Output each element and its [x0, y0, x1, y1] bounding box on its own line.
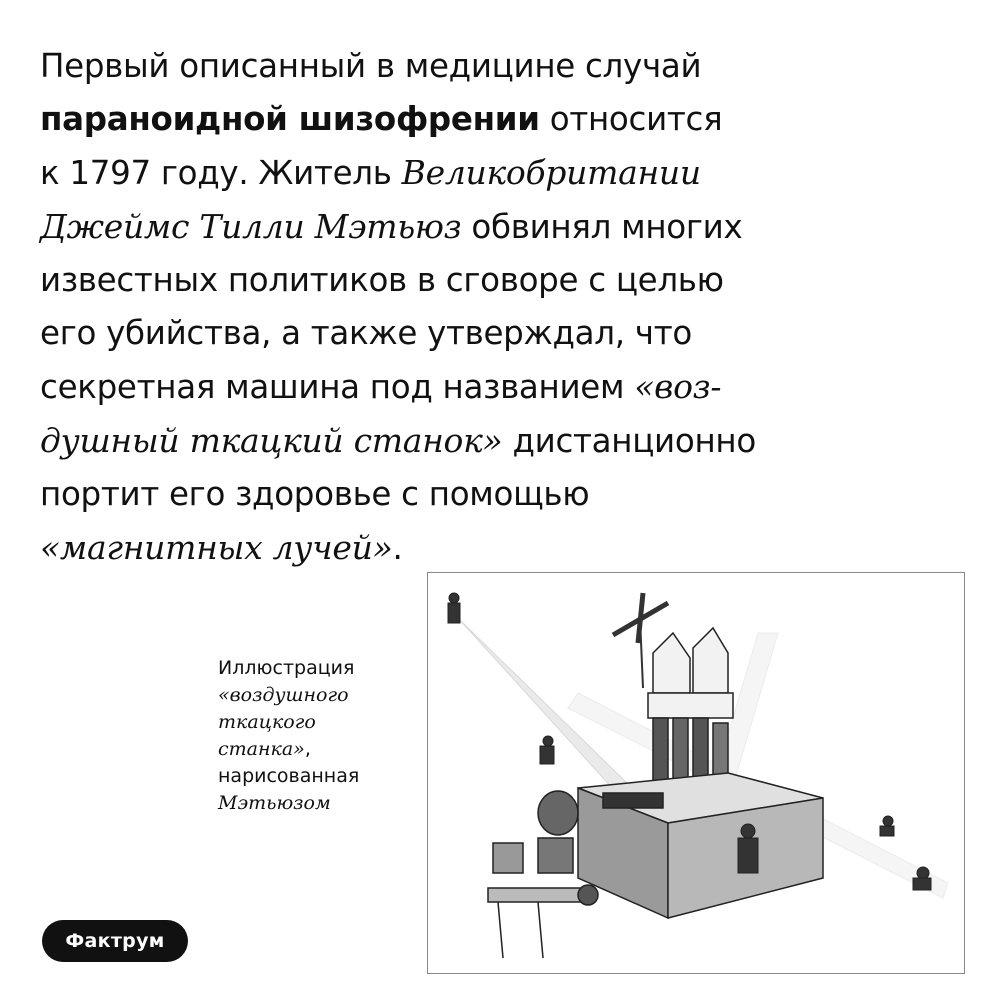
text-line: портит его здоровье с помощью [40, 475, 590, 513]
text-line: известных политиков в сговоре с целью [40, 261, 724, 299]
italic-term: «магнитных лучей» [40, 528, 393, 567]
italic-term: душный ткацкий станок» [40, 421, 503, 460]
engraving-drawing [428, 573, 964, 973]
text-line: Первый описанный в медицине случай [40, 47, 702, 85]
italic-term: «воз- [634, 367, 722, 406]
barrels [493, 791, 578, 873]
text-line: секретная машина под названием «воз- [40, 367, 722, 406]
text-line: душный ткацкий станок» дистанционно [40, 421, 756, 460]
loom-towers [648, 628, 733, 798]
main-text [40, 40, 960, 575]
italic-term: Великобритании [401, 153, 701, 192]
text-line: Джеймс Тилли Мэтьюз обвинял многих [40, 207, 743, 246]
loom-platform [578, 773, 823, 918]
text-line: параноидной шизофрении относится [40, 100, 723, 138]
illustration-caption: Иллюстрация «воздушного ткацкого станка», нарисованная Мэтьюзом [218, 657, 360, 814]
text-line: «магнитных лучей». [40, 528, 403, 567]
bold-term: параноидной шизофрении [40, 100, 540, 138]
italic-term: Джеймс Тилли Мэтьюз [40, 207, 462, 246]
cannon [488, 885, 598, 958]
air-loom-engraving [427, 572, 965, 974]
text-line: его убийства, а также утверждал, что [40, 314, 692, 352]
text-line: к 1797 году. Житель Великобритании [40, 153, 701, 192]
factrum-logo[interactable]: Фактрум [42, 920, 188, 962]
